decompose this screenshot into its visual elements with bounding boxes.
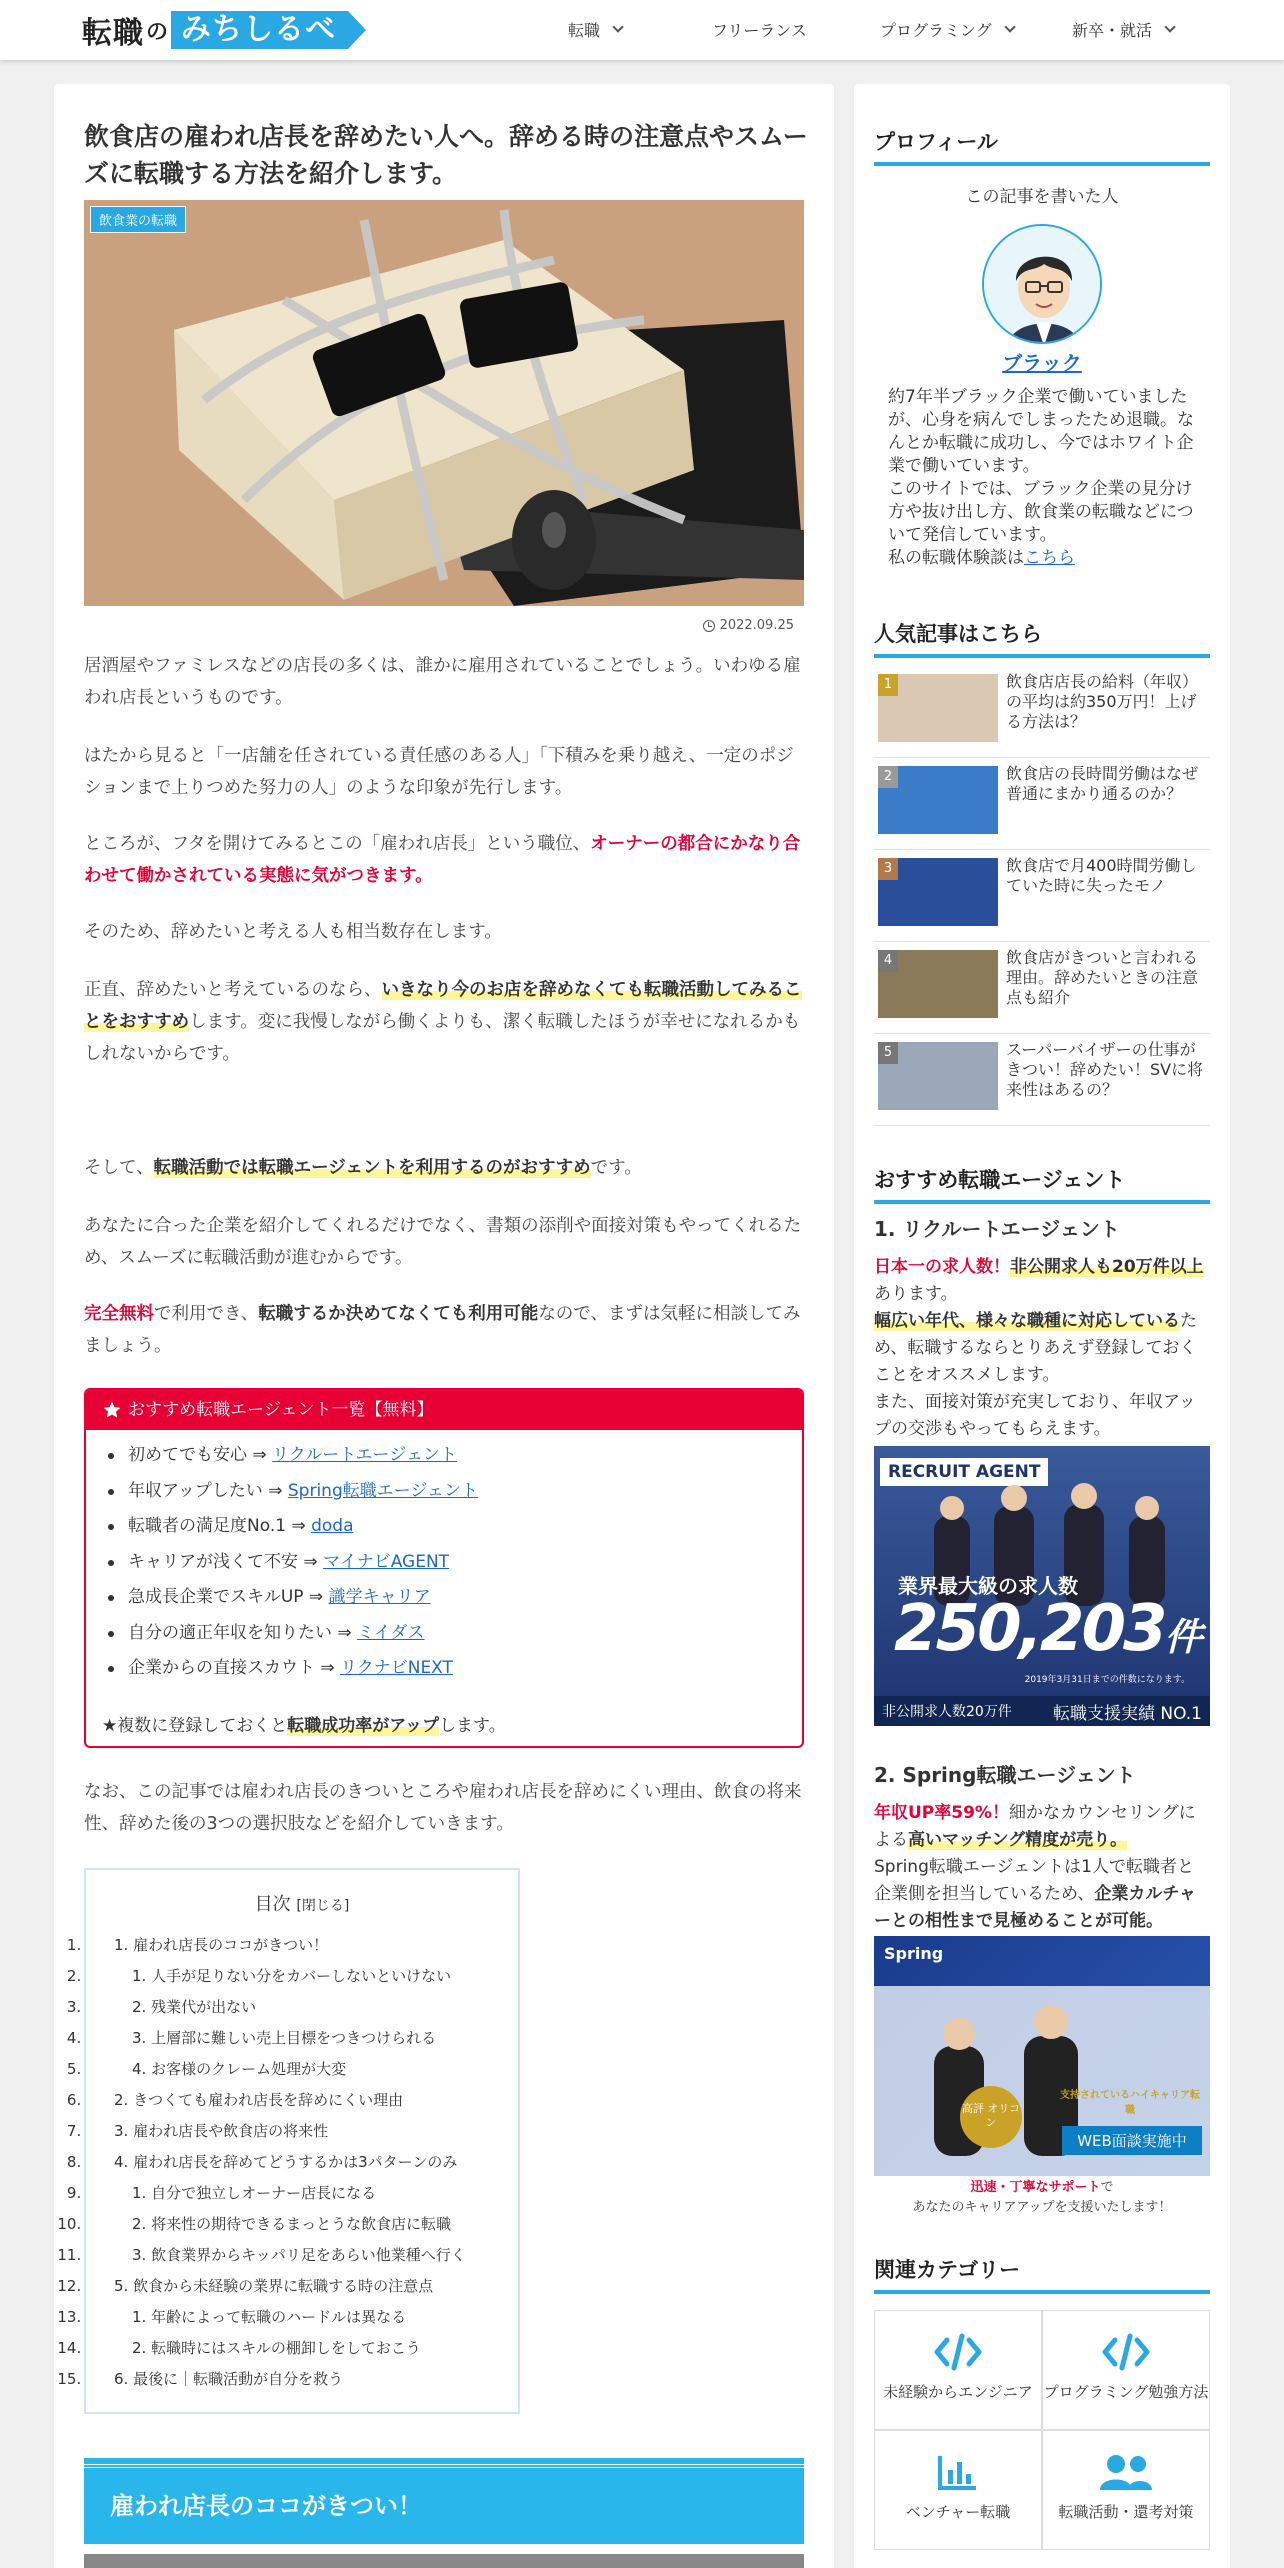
text: 企業からの直接スカウト ⇒ xyxy=(128,1658,341,1678)
banner-note: 2019年3月31日までの件数になります。 xyxy=(1024,1675,1190,1685)
toc-item[interactable]: 4. 3. 上層部に難しい売上目標をつきつけられる xyxy=(86,2023,518,2054)
agent2-description xyxy=(874,1800,1210,1935)
banner-footer-right: 転職支援実績 NO.1 xyxy=(1052,1703,1202,1724)
text: 急成長企業でスキルUP ⇒ xyxy=(128,1587,329,1607)
agent1-description xyxy=(874,1254,1210,1443)
agent-link[interactable]: doda xyxy=(311,1516,354,1536)
highlight-text: いきなり今のお店を辞めなくても転職活動してみることをおすすめ xyxy=(84,980,802,1032)
page-title: 飲食店の雇われ店長を辞めたい人へ。辞める時の注意点やスムーズに転職する方法を紹介します。 xyxy=(84,122,808,188)
popular-article-title: 飲食店がきついと言われる理由。辞めたいときの注意点も紹介 xyxy=(1006,948,1199,1007)
text: 自分の適正年収を知りたい ⇒ xyxy=(128,1622,358,1643)
emphasis-text: 迅速・丁寧なサポート xyxy=(970,2180,1101,2195)
agent-link[interactable]: リクルートエージェント xyxy=(272,1445,457,1465)
agent-link[interactable]: ミイダス xyxy=(357,1622,425,1643)
text: あなたのキャリアアップを支援いたします！ xyxy=(912,2200,1172,2215)
paragraph xyxy=(84,1152,809,1184)
banner-brand: Spring xyxy=(884,1944,944,1963)
emphasis-text: オーナーの都合にかなり合わせて働かされている実態に気がつきます。 xyxy=(84,834,801,886)
categories-heading: 関連カテゴリー xyxy=(874,2254,1210,2294)
chained-book-illustration xyxy=(84,200,804,606)
bold-text: 企業カルチャーとの相性まで見極めることが可能。 xyxy=(874,1884,1196,1931)
paragraph: なお、この記事では雇われ店長のきついところや雇われ店長を辞めにくい理由、飲食の将来性、辞めた後の3つの選択肢などを紹介していきます。 xyxy=(84,1782,802,1834)
banner-tag: 支持されているハイキャリア転職 xyxy=(1060,2090,1200,2116)
nav-label: フリーランス xyxy=(712,21,807,40)
banner-number: 250,203 xyxy=(894,1592,1165,1666)
eyecatch-image xyxy=(84,200,804,606)
text: Spring転職エージェントは1人で転職者と企業側を担当しているため、 xyxy=(874,1857,1194,1904)
article-thumbnail xyxy=(878,950,998,1018)
award-badge: 高評 オリコン xyxy=(960,2086,1022,2148)
recruit-agent-banner[interactable] xyxy=(874,1446,1210,1726)
list-item xyxy=(108,1580,802,1616)
category-item[interactable] xyxy=(874,2430,1042,2550)
recommended-agents-box xyxy=(84,1388,804,1748)
category-badge[interactable]: 飲食業の転職 xyxy=(90,206,186,233)
nav-item-shinsotsu[interactable] xyxy=(1072,18,1174,41)
toc-item[interactable]: 1. 1. 雇われ店長のココがきつい！ xyxy=(86,1930,518,1961)
list-item xyxy=(108,1509,802,1545)
rank-badge: 3 xyxy=(878,858,898,880)
popular-article-title: スーパーバイザーの仕事がきつい！辞めたい！SVに将来性はあるの？ xyxy=(1006,1040,1204,1099)
section-image xyxy=(84,2554,804,2568)
agents-box-title: おすすめ転職エージェント一覧【無料】 xyxy=(128,1400,434,1420)
text: 私の転職体験談は xyxy=(888,548,1024,568)
experience-link[interactable]: こちら xyxy=(1024,548,1075,568)
rank-badge: 2 xyxy=(878,766,898,788)
highlight-text: 転職活動では転職エージェントを利用するのがおすすめ xyxy=(153,1158,591,1178)
popular-article-item[interactable] xyxy=(874,942,1210,1034)
chevron-down-icon xyxy=(1164,21,1175,32)
logo-text-3: みちしるべ xyxy=(171,11,348,49)
agents-heading: おすすめ転職エージェント xyxy=(874,1164,1210,1204)
profile-caption: この記事を書いた人 xyxy=(965,187,1119,207)
table-of-contents xyxy=(84,1868,520,2414)
agent-link[interactable]: マイナビAGENT xyxy=(323,1551,450,1572)
profile-heading: プロフィール xyxy=(874,126,1210,166)
banner-unit: 件 xyxy=(1164,1615,1200,1659)
popular-heading: 人気記事はこちら xyxy=(874,618,1210,658)
article-thumbnail xyxy=(878,1042,998,1110)
toc-item[interactable]: 2. 1. 人手が足りない分をカバーしないといけない xyxy=(86,1961,518,1992)
text: あります。 xyxy=(874,1284,958,1304)
profile-bio xyxy=(888,386,1204,570)
nav-item-programming[interactable] xyxy=(880,18,1014,41)
spring-agent-banner[interactable] xyxy=(874,1936,1210,2176)
category-item[interactable] xyxy=(1042,2430,1210,2550)
agents-box-note xyxy=(102,1711,506,1736)
post-date xyxy=(703,618,794,633)
paragraph: はたから見ると「一店舗を任されている責任感のある人」「下積みを乗り越え、一定のポジションまで上りつめた努力の人」のような印象が先行します。 xyxy=(84,746,794,798)
list-item xyxy=(108,1545,802,1581)
text: なので、まずは気軽に相談してみましょう。 xyxy=(84,1304,801,1356)
bold-text: 転職するか決めてなくても利用可能 xyxy=(258,1304,539,1324)
category-label: 転職活動・還考対策 xyxy=(1058,2503,1194,2521)
profile-name-link[interactable]: ブラック xyxy=(1002,351,1082,375)
toc-toggle[interactable]: [閉じる] xyxy=(296,1898,350,1914)
paragraph: あなたに合った企業を紹介してくれるだけでなく、書類の添削や面接対策もやってくれるため、スムーズに転職活動が進むからです。 xyxy=(84,1216,802,1268)
emphasis-text: 年収UP率59%！ xyxy=(874,1803,1009,1823)
category-label: 未経験からエンジニア xyxy=(883,2383,1033,2401)
list-item xyxy=(108,1438,802,1474)
site-logo[interactable] xyxy=(82,10,348,50)
text: そして、 xyxy=(84,1158,154,1178)
text: で xyxy=(1100,2180,1114,2195)
article-thumbnail xyxy=(878,766,998,834)
banner-tag: WEB面談実施中 xyxy=(1062,2126,1202,2155)
popular-article-item[interactable] xyxy=(874,758,1210,850)
banner-number-wrap xyxy=(894,1592,1200,1666)
banner-caption: 業界最大級の求人数 xyxy=(898,1574,1078,1598)
text: 正直、辞めたいと考えているのなら、 xyxy=(84,980,382,1000)
list-item xyxy=(108,1474,802,1510)
toc-title: 目次 xyxy=(254,1894,291,1915)
toc-item[interactable]: 13. 1. 年齢によって転職のハードルは異なる xyxy=(86,2302,518,2333)
highlight-text: 転職成功率がアップ xyxy=(287,1716,440,1736)
banner-brand: RECRUIT AGENT xyxy=(880,1458,1048,1486)
toc-item[interactable]: 15. 6. 最後に｜転職活動が自分を救う xyxy=(86,2364,518,2395)
clock-icon xyxy=(703,620,715,632)
text: ため、転職するならとりあえず登録しておくことをオススメします。 xyxy=(874,1311,1197,1385)
list-item xyxy=(108,1651,802,1687)
agent-link[interactable]: 識学キャリア xyxy=(328,1587,431,1607)
article-thumbnail xyxy=(878,858,998,926)
section-heading xyxy=(84,2464,804,2544)
nav-label: プログラミング xyxy=(880,21,992,40)
article-card xyxy=(54,84,834,2568)
emphasis-text: 完全無料 xyxy=(84,1304,154,1324)
rank-badge: 4 xyxy=(878,950,898,972)
text: します。変に我慢しながら働くよりも、潔く転職したほうが幸せになれるかもしれないからです。 xyxy=(84,1012,801,1064)
nav-label: 新卒・就活 xyxy=(1072,21,1153,40)
popular-article-item[interactable] xyxy=(874,666,1210,758)
code-icon xyxy=(1043,2331,1209,2373)
toc-header xyxy=(86,1890,518,1916)
list-item xyxy=(108,1616,802,1652)
section-heading-text: 雇われ店長のココがきつい！ xyxy=(110,2492,422,2520)
paragraph xyxy=(84,828,809,892)
rank-badge: 1 xyxy=(878,674,898,696)
popular-article-title: 飲食店で月400時間労働していた時に失ったモノ xyxy=(1006,856,1197,895)
logo-text-1: 転職 xyxy=(82,16,144,51)
popular-article-title: 飲食店店長の給料（年収）の平均は約350万円！上げる方法は？ xyxy=(1006,672,1199,731)
nav-label: 転職 xyxy=(568,21,601,40)
sidebar xyxy=(854,84,1230,2568)
highlight-text: 幅広い年代、様々な職種に対応している xyxy=(874,1311,1180,1331)
rank-badge: 5 xyxy=(878,1042,898,1064)
article-thumbnail xyxy=(878,674,998,742)
toc-item[interactable]: 14. 2. 転職時にはスキルの棚卸しをしておこう xyxy=(86,2333,518,2364)
category-label: ベンチャー転職 xyxy=(905,2503,1011,2521)
agent-link[interactable]: リクナビNEXT xyxy=(340,1658,453,1678)
toc-item[interactable]: 12. 5. 飲食から未経験の業界に転職する時の注意点 xyxy=(86,2271,518,2302)
popular-article-item[interactable] xyxy=(874,850,1210,942)
chevron-down-icon xyxy=(612,21,623,32)
toc-item[interactable]: 9. 1. 自分で独立しオーナー店長になる xyxy=(86,2178,518,2209)
text: 初めてでも安心 ⇒ xyxy=(128,1445,273,1465)
code-icon xyxy=(875,2331,1041,2373)
paragraph: 居酒屋やファミレスなどの店長の多くは、誰かに雇用されていることでしょう。いわゆる雇われ店長というものです。 xyxy=(84,656,801,708)
highlight-text: 高いマッチング精度が売り。 xyxy=(908,1830,1128,1850)
agents-list xyxy=(86,1438,802,1687)
nav-item-freelance[interactable] xyxy=(712,18,807,41)
nav-item-tenshoku[interactable] xyxy=(568,18,622,41)
users-icon xyxy=(1043,2451,1209,2493)
bio-text xyxy=(888,547,1204,570)
toc-item[interactable]: 8. 4. 雇われ店長を辞めてどうするかは3パターンのみ xyxy=(86,2147,518,2178)
agent2-caption xyxy=(874,2178,1210,2218)
site-header xyxy=(0,0,1284,60)
text: また、面接対策が充実しており、年収アップの交渉もやってもらえます。 xyxy=(874,1392,1196,1439)
text: します。 xyxy=(439,1716,506,1736)
banner-footer-left: 非公開求人数20万件 xyxy=(882,1704,1012,1720)
toc-item[interactable]: 11. 3. 飲食業界からキッパリ足をあらい他業種へ行く xyxy=(86,2240,518,2271)
agents-box-header xyxy=(86,1390,802,1430)
toc-item[interactable]: 7. 3. 雇われ店長や飲食店の将来性 xyxy=(86,2116,518,2147)
agent1-title: 1. リクルートエージェント xyxy=(874,1217,1120,1241)
toc-item[interactable]: 6. 2. きつくても雇われ店長を辞めにくい理由 xyxy=(86,2085,518,2116)
agent2-title: 2. Spring転職エージェント xyxy=(874,1763,1136,1787)
profile-name-wrap xyxy=(874,352,1210,375)
toc-item[interactable]: 10. 2. 将来性の期待できるまっとうな飲食店に転職 xyxy=(86,2209,518,2240)
category-item[interactable] xyxy=(874,2310,1042,2430)
popular-article-title: 飲食店の長時間労働はなぜ普通にまかり通るのか？ xyxy=(1006,764,1199,803)
chevron-down-icon xyxy=(1004,21,1015,32)
bio-text: 約7年半ブラック企業で働いていましたが、心身を病んでしまったため退職。なんとか転職に成功し、今ではホワイト企業で働いています。 xyxy=(888,387,1194,476)
logo-text-2: の xyxy=(146,19,170,45)
text: キャリアが浅くて不安 ⇒ xyxy=(128,1551,324,1572)
bio-text: このサイトでは、ブラック企業の見分け方や抜け出し方、飲食業の転職などについて発信しています。 xyxy=(888,479,1194,545)
paragraph: そのため、辞めたいと考える人も相当数存在します。 xyxy=(84,922,502,942)
category-label: プログラミング勉強方法 xyxy=(1043,2383,1209,2401)
text: 転職者の満足度No.1 ⇒ xyxy=(128,1516,312,1536)
text: ところが、フタを開けてみるとこの「雇われ店長」という職位、 xyxy=(84,834,591,854)
toc-item[interactable]: 5. 4. お客様のクレーム処理が大変 xyxy=(86,2054,518,2085)
emphasis-text: 日本一の求人数！ xyxy=(874,1257,1010,1277)
toc-list xyxy=(86,1930,518,2395)
popular-article-item[interactable] xyxy=(874,1034,1210,1126)
star-icon xyxy=(102,1400,122,1420)
avatar-illustration xyxy=(984,226,1102,344)
avatar xyxy=(982,224,1102,344)
toc-item[interactable]: 3. 2. 残業代が出ない xyxy=(86,1992,518,2023)
text: です。 xyxy=(590,1158,642,1178)
text: 細かなカウンセリングによる xyxy=(874,1803,1196,1850)
date-text: 2022.09.25 xyxy=(719,618,794,633)
banner-footer xyxy=(874,1696,1210,1726)
category-grid xyxy=(874,2310,1210,2550)
text: 年収アップしたい ⇒ xyxy=(128,1480,288,1501)
text: ★複数に登録しておくと xyxy=(102,1716,288,1736)
bar-chart-icon xyxy=(875,2451,1041,2493)
highlight-text: 非公開求人も20万件以上 xyxy=(1010,1257,1204,1277)
paragraph xyxy=(84,974,809,1070)
text: で利用でき、 xyxy=(154,1304,259,1324)
paragraph xyxy=(84,1298,809,1362)
category-item[interactable] xyxy=(1042,2310,1210,2430)
agent-link[interactable]: Spring転職エージェント xyxy=(287,1480,479,1501)
